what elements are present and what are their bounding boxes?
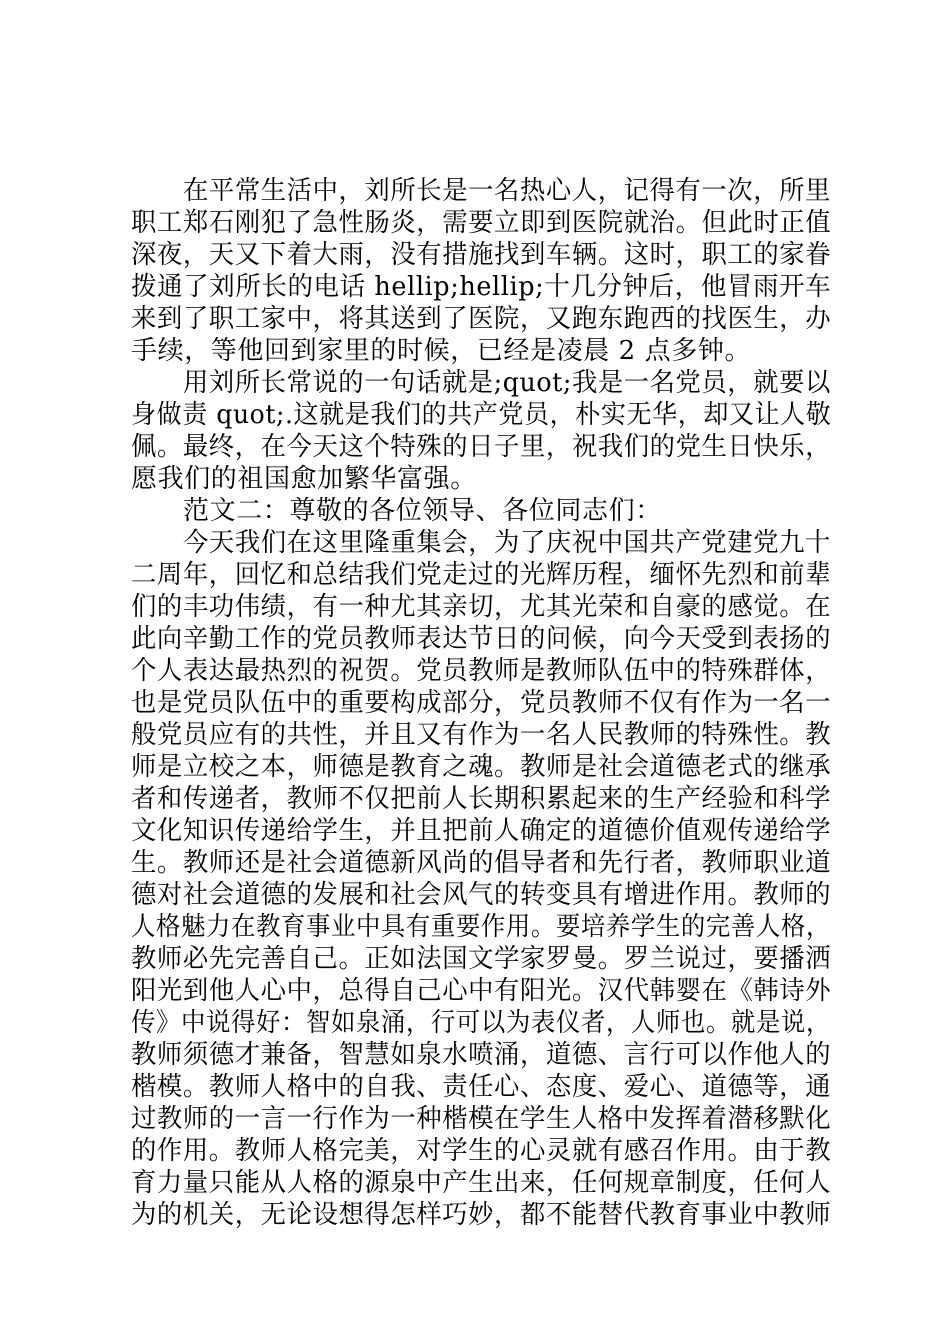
text-line: 手续，等他回到家里的时候，已经是凌晨 2 点多钟。 — [131, 336, 752, 366]
text-line: 二周年，回忆和总结我们党走过的光辉历程，缅怀先烈和前辈 — [131, 560, 832, 590]
text-line: 们的丰功伟绩，有一种尤其亲切，尤其光荣和自豪的感觉。在 — [131, 592, 832, 622]
text-line: 身做责 quot;.这就是我们的共产党员，朴实无华，却又让人敬 — [131, 400, 832, 430]
text-line: 用刘所长常说的一句话就是;quot;我是一名党员，就要以 — [183, 368, 831, 398]
text-line: 师是立校之本，师德是教育之魂。教师是社会道德老式的继承 — [131, 752, 832, 782]
text-line: 深夜，天又下着大雨，没有措施找到车辆。这时，职工的家眷 — [131, 240, 832, 270]
text-line: 生。教师还是社会道德新风尚的倡导者和先行者，教师职业道 — [131, 848, 832, 878]
text-line: 楷模。教师人格中的自我、责任心、态度、爱心、道德等，通 — [131, 1072, 832, 1102]
text-line: 个人表达最热烈的祝贺。党员教师是教师队伍中的特殊群体， — [131, 656, 832, 686]
text-line: 般党员应有的共性，并且又有作为一名人民教师的特殊性。教 — [131, 720, 832, 750]
text-line: 文化知识传递给学生，并且把前人确定的道德价值观传递给学 — [131, 816, 832, 846]
text-line: 职工郑石刚犯了急性肠炎，需要立即到医院就治。但此时正值 — [131, 208, 832, 238]
text-line: 的作用。教师人格完美，对学生的心灵就有感召作用。由于教 — [131, 1136, 832, 1166]
text-line: 也是党员队伍中的重要构成部分，党员教师不仅有作为一名一 — [131, 688, 832, 718]
text-line: 愿我们的祖国愈加繁华富强。 — [131, 464, 477, 494]
text-line: 德对社会道德的发展和社会风气的转变具有增进作用。教师的 — [131, 880, 832, 910]
text-line: 人格魅力在教育事业中具有重要作用。要培养学生的完善人格， — [131, 912, 831, 942]
text-line: 今天我们在这里隆重集会，为了庆祝中国共产党建党九十 — [183, 528, 831, 558]
text-line: 此向辛勤工作的党员教师表达节日的问候，向今天受到表扬的 — [131, 624, 832, 654]
text-line: 阳光到他人心中，总得自己心中有阳光。汉代韩婴在《韩诗外 — [131, 976, 832, 1006]
text-line: 在平常生活中，刘所长是一名热心人，记得有一次，所里 — [183, 176, 831, 206]
text-line: 拨通了刘所长的电话 hellip;hellip;十几分钟后，他冒雨开车 — [131, 272, 832, 302]
text-line: 为的机关，无论设想得怎样巧妙，都不能替代教育事业中教师 — [131, 1200, 832, 1230]
text-line: 过教师的一言一行作为一种楷模在学生人格中发挥着潜移默化 — [131, 1104, 832, 1134]
text-line: 育力量只能从人格的源泉中产生出来，任何规章制度，任何人 — [131, 1168, 832, 1198]
text-line: 来到了职工家中，将其送到了医院，又跑东跑西的找医生，办 — [131, 304, 832, 334]
text-line: 传》中说得好：智如泉涌，行可以为表仪者，人师也。就是说， — [131, 1008, 831, 1038]
text-line: 教师须德才兼备，智慧如泉水喷涌，道德、言行可以作他人的 — [131, 1040, 832, 1070]
text-line: 教师必先完善自己。正如法国文学家罗曼。罗兰说过，要播洒 — [131, 944, 832, 974]
text-line: 佩。最终，在今天这个特殊的日子里，祝我们的党生日快乐， — [131, 432, 832, 462]
section-heading: 范文二：尊敬的各位领导、各位同志们： — [183, 496, 662, 526]
text-line: 者和传递者，教师不仅把前人长期积累起来的生产经验和科学 — [131, 784, 832, 814]
